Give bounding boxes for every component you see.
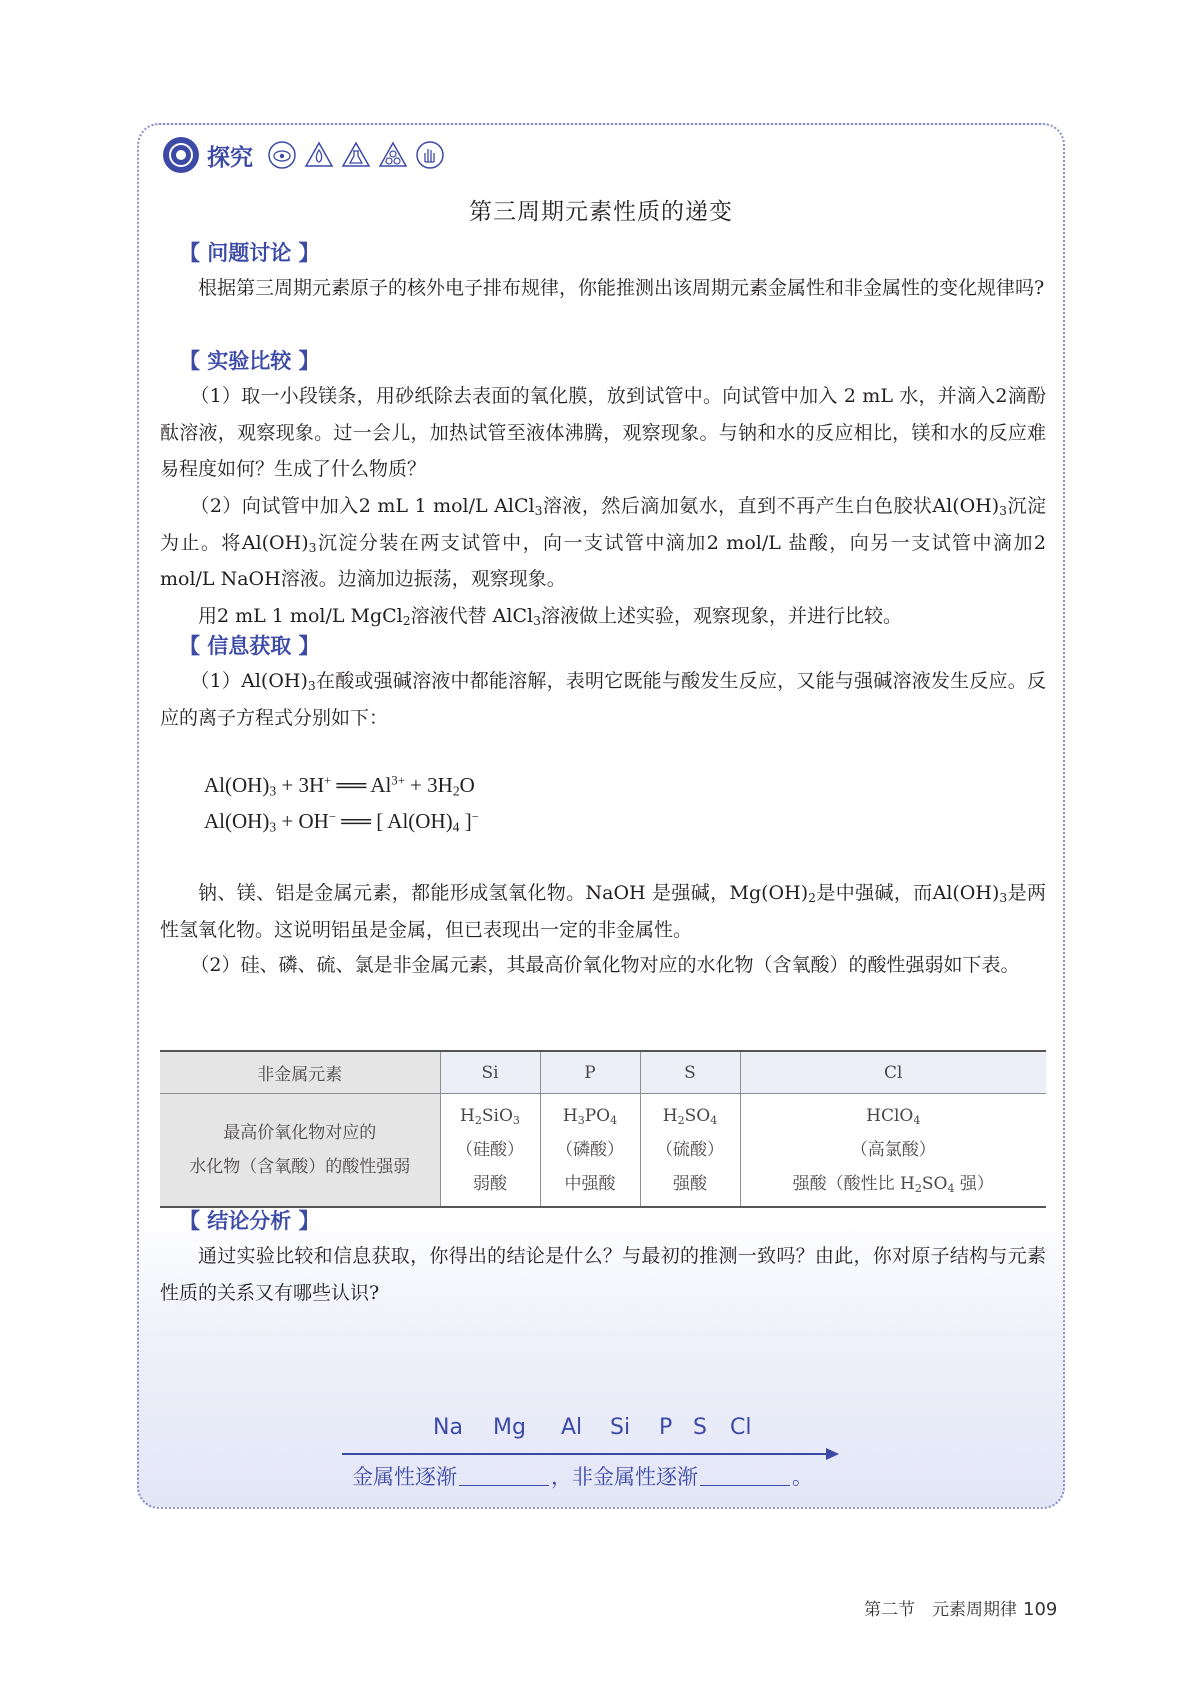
nonmetal-blank	[700, 1465, 790, 1486]
molecule-icon	[378, 140, 408, 170]
footer-section: 第二节 元素周期律	[864, 1600, 1017, 1620]
equation-1: $Al(OH)_3 + 3H^+$ ══ $Al^{3+} + 3H_2O$	[204, 773, 475, 799]
element-cl: Cl	[730, 1415, 752, 1440]
table-header-cell: Cl	[740, 1051, 1046, 1094]
trend-fill-in: 金属性逐渐 ，非金属性逐渐 。	[352, 1465, 813, 1489]
element-p: P	[659, 1415, 673, 1440]
section-info: 【 信息获取 】	[179, 634, 320, 658]
conclusion-paragraph: 通过实验比较和信息获取，你得出的结论是什么？与最初的推测一致吗？由此，你对原子结构与元素性质的关系又有哪些认识?	[160, 1245, 1046, 1304]
beaker-icon	[341, 140, 371, 170]
page-number: 109	[1023, 1599, 1058, 1620]
info-paragraph-1: $(1)Al(OH)_3$在酸或强碱溶液中都能溶解，表明它既能与酸发生反应，又能与强碱溶液发生反应。反应的离子方程式分别如下：	[160, 670, 1046, 729]
table-header-cell: P	[540, 1051, 640, 1094]
skill-icons	[267, 140, 445, 170]
trend-arrow	[342, 1453, 827, 1455]
element-s: S	[693, 1415, 707, 1440]
element-mg: Mg	[493, 1415, 526, 1440]
experiment-paragraph-1: （1）取一小段镁条，用砂纸除去表面的氧化膜，放到试管中。向试管中加入 2 mL 水，并滴入2滴酚酞溶液，观察现象。过一会儿，加热试管至液体沸腾，观察现象。与钠和水的反应相比，镁和水的反应难易程度如何？生成了什么物质？	[160, 385, 1046, 480]
inquiry-label: 探究	[207, 144, 253, 171]
acid-strength-table	[160, 1050, 1046, 1208]
element-al: Al	[561, 1415, 583, 1440]
page-footer	[864, 1595, 1057, 1620]
table-row	[160, 1094, 1046, 1208]
table-cell-s: $H_2SO_4$ （硫酸） 强酸	[640, 1094, 740, 1208]
info-paragraph-2: 钠、镁、铝是金属元素，都能形成氢氧化物。NaOH 是强碱，$Mg(OH)_2$是中强碱，而$Al(OH)_3$是两性氢氧化物。这说明铝虽是金属，但已表现出一定的非金属性。	[160, 882, 1046, 941]
table-row-label: 最高价氧化物对应的 水化物（含氧酸）的酸性强弱	[160, 1094, 440, 1208]
experiment-paragraph-3: 用2 mL 1 mol/L MgCl$_2$溶液代替 AlCl$_3$溶液做上述实验，观察现象，并进行比较。	[198, 605, 902, 629]
element-sequence	[139, 1415, 1063, 1495]
target-icon	[163, 137, 199, 173]
table-cell-p: $H_3PO_4$ （磷酸） 中强酸	[540, 1094, 640, 1208]
table-header-cell: 非金属元素	[160, 1051, 440, 1094]
metal-blank	[459, 1465, 549, 1486]
section-question: 【 问题讨论 】	[179, 241, 320, 265]
observe-icon	[267, 140, 297, 170]
table-header-row	[160, 1051, 1046, 1094]
page-title: 第三周期元素性质的递变	[469, 199, 733, 225]
section-conclusion: 【 结论分析 】	[179, 1209, 320, 1233]
table-header-cell: S	[640, 1051, 740, 1094]
element-si: Si	[610, 1415, 631, 1440]
table-cell-cl: HClO$_4$ （高氯酸） 强酸（酸性比 $H_2SO_4$ 强）	[740, 1094, 1046, 1208]
hand-icon	[415, 140, 445, 170]
section-experiment: 【 实验比较 】	[179, 349, 320, 373]
question-paragraph: 根据第三周期元素原子的核外电子排布规律，你能推测出该周期元素金属性和非金属性的变化规律吗?	[198, 277, 1045, 299]
flame-icon	[304, 140, 334, 170]
table-header-cell: Si	[440, 1051, 540, 1094]
equation-2: $Al(OH)_3 + OH^-$ ══ [ $Al(OH)_4$ ]−	[204, 809, 479, 835]
element-na: Na	[433, 1415, 463, 1440]
experiment-paragraph-2: （2）向试管中加入2 mL 1 mol/L AlCl$_3$溶液，然后滴加氨水，直到不再产生白色胶状$Al(OH)_3$沉淀为止。将$Al(OH)_3$沉淀分装在两支试管中，向一支试管中滴加2 mol/L 盐酸，向另一支试管中滴加2 mol/L NaOH溶液。边滴加边振荡，观察现象。	[160, 495, 1046, 590]
info-paragraph-3: （2）硅、磷、硫、氯是非金属元素，其最高价氧化物对应的水化物（含氧酸）的酸性强弱如下表。	[190, 954, 1020, 976]
table-cell-si: $H_2SiO_3$ （硅酸） 弱酸	[440, 1094, 540, 1208]
inquiry-header	[163, 135, 445, 175]
inquiry-box	[137, 123, 1065, 1509]
